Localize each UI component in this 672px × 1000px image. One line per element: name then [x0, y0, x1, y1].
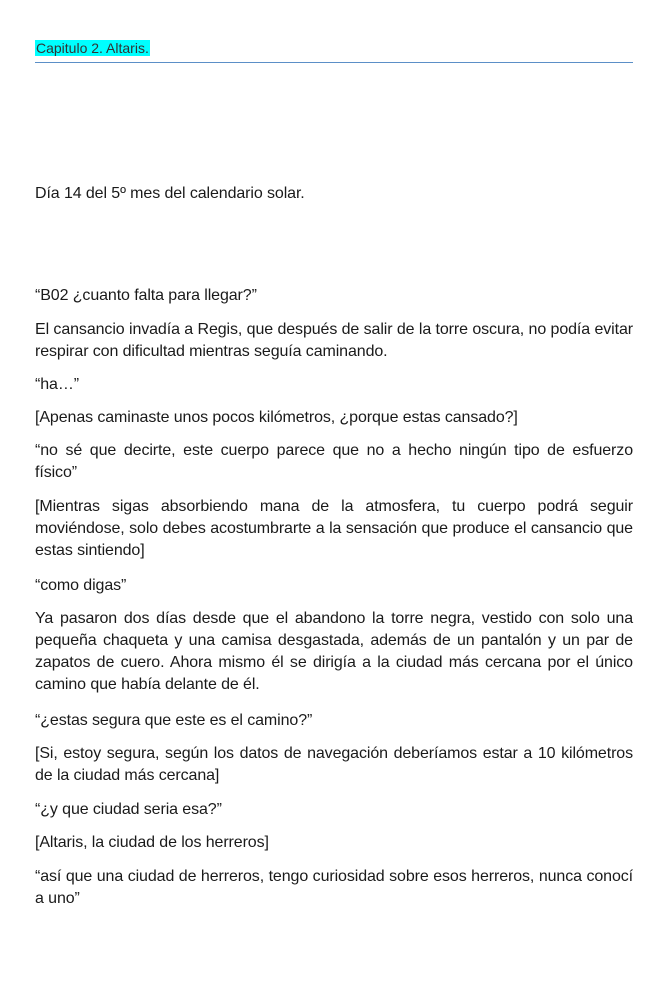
paragraph-system-voice: [Altaris, la ciudad de los herreros]	[35, 834, 269, 851]
paragraph-dialogue: “ha…”	[35, 376, 79, 393]
paragraph-narration: El cansancio invadía a Regis, que después de salir de la torre oscura, no podía evitar respirar con dificultad mientras seguía caminando.	[35, 321, 633, 360]
page-header	[35, 38, 633, 63]
paragraph-dialogue: “¿y que ciudad seria esa?”	[35, 801, 222, 818]
paragraph-dialogue: “como digas”	[35, 577, 127, 594]
paragraph-dialogue: “B02 ¿cuanto falta para llegar?”	[35, 287, 257, 304]
paragraph-dialogue: “no sé que decirte, este cuerpo parece que no a hecho ningún tipo de esfuerzo físico”	[35, 442, 633, 481]
paragraph-dialogue: “así que una ciudad de herreros, tengo curiosidad sobre esos herreros, nunca conocí a uno”	[35, 868, 633, 907]
date-line: Día 14 del 5º mes del calendario solar.	[35, 185, 305, 202]
paragraph-narration: Ya pasaron dos días desde que el abandono la torre negra, vestido con solo una pequeña chaqueta y una camisa desgastada, además de un pantalón y un par de zapatos de cuero. Ahora mismo él se dirigía a la ciudad más cercana por el único camino que había delante de él.	[35, 610, 633, 693]
paragraph-system-voice: [Mientras sigas absorbiendo mana de la atmosfera, tu cuerpo podrá seguir moviéndose, solo debes acostumbrarte a la sensación que produce el cansancio que estas sintiendo]	[35, 498, 633, 559]
paragraph-dialogue: “¿estas segura que este es el camino?”	[35, 712, 313, 729]
paragraph-system-voice: [Si, estoy segura, según los datos de navegación deberíamos estar a 10 kilómetros de la ciudad más cercana]	[35, 745, 633, 784]
paragraph-system-voice: [Apenas caminaste unos pocos kilómetros, ¿porque estas cansado?]	[35, 409, 518, 426]
chapter-title: Capitulo 2. Altaris.	[36, 40, 149, 56]
